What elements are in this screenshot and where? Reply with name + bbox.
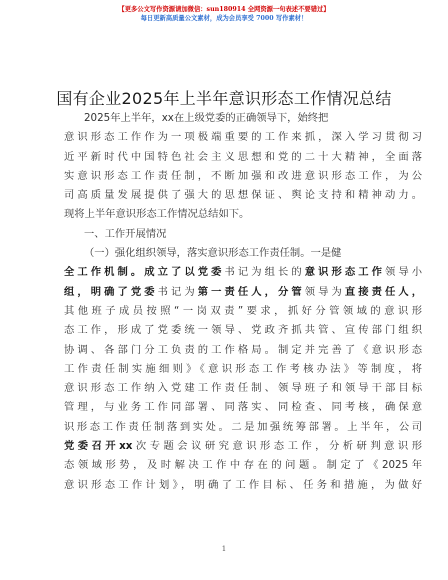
paragraph-1-line-4: 实意识形态工作责任制，不断加强和改进意识形态工作，为公 xyxy=(64,169,422,182)
paragraph-2-line-6: 工作责任制实施细则》《意识形态工作考核办法》等制度，将 xyxy=(64,362,422,375)
bold-phrase: 党委召开xx xyxy=(64,440,133,453)
bold-phrase: 第一责任人，分管 xyxy=(197,285,305,298)
bold-phrase: 直接 xyxy=(344,285,372,298)
bold-phrase: 责任人， xyxy=(371,285,422,298)
paragraph-2-line-9: 识形态工作责任制落到实处。二是加强统筹部署。上半年，公司 xyxy=(64,420,422,433)
paragraph-2-line-10 xyxy=(64,437,422,456)
promo-banner-line-2: 每日更新高质量公文素材，成为会员享受 7000 写作素材！ xyxy=(140,15,308,22)
paragraph-2-line-3: 其他班子成员按照“一岗双责”要求，抓好分管领域的意识形 xyxy=(64,304,422,317)
document-body xyxy=(64,109,422,495)
paragraph-1-line-2: 意识形态工作作为一项极端重要的工作来抓，深入学习贯彻习 xyxy=(64,131,422,144)
paragraph-1-line-3: 近平新时代中国特色社会主义思想和党的二十大精神，全面落 xyxy=(64,150,422,163)
text-span: 领导小 xyxy=(385,266,422,279)
page-number: 1 xyxy=(221,545,227,553)
paragraph-2-line-2 xyxy=(64,283,422,302)
paragraph-1-line-6: 现将上半年意识形态工作情况总结如下。 xyxy=(64,208,250,221)
paragraph-2-line-12: 意识形态工作计划》，明确了工作目标、任务和措施，为做好 xyxy=(64,478,422,491)
document-title: 国有企业2025年上半年意识形态工作情况总结 xyxy=(56,89,392,108)
paragraph-2-line-5: 协调、各部门分工负责的工作格局。制定并完善了《意识形态 xyxy=(64,343,422,356)
text-span: 次专题会议研究意识形态工作，分析研判意识形 xyxy=(132,440,422,453)
promo-banner-line-1: 【更多公文写作资源请加微信：sun180914 全网资源一句表述不要错过】 xyxy=(118,6,330,13)
subsection-heading-1: （一）强化组织领导，落实意识形态工作责任制。一是健 xyxy=(84,247,342,260)
promo-banner xyxy=(0,5,448,23)
text-span: 书记为组长的 xyxy=(224,266,305,279)
text-span: 书记为 xyxy=(157,285,198,298)
text-span: 领导为 xyxy=(304,285,345,298)
bold-phrase: 组，明确了党委 xyxy=(64,285,158,298)
paragraph-1-line-5: 司高质量发展提供了强大的思想保证、舆论支持和精神动力。 xyxy=(64,189,422,202)
paragraph-2-line-4: 态工作，形成了党委统一领导、党政齐抓共管、宣传部门组织 xyxy=(64,324,422,337)
paragraph-2-line-7: 意识形态工作纳入党建工作责任制、领导班子和领导干部目标 xyxy=(64,382,422,395)
bold-phrase: 。成立了以党委 xyxy=(130,266,225,279)
section-heading-1: 一、工作开展情况 xyxy=(84,227,167,240)
paragraph-1-line-1 xyxy=(64,109,422,128)
date-phrase: 2025年上半年 xyxy=(84,112,152,124)
bold-phrase: 全工作机制 xyxy=(64,266,131,279)
paragraph-2-line-8: 管理，与业务工作同部署、同落实、同检查、同考核，确保意 xyxy=(64,401,422,414)
text-span: ，xx在上级党委的正确领导下，始终把 xyxy=(151,112,329,124)
bold-phrase: 意识形态工作 xyxy=(304,266,385,279)
paragraph-2-line-11: 态领域形势，及时解决工作中存在的问题。制定了《2025年 xyxy=(64,459,422,472)
paragraph-2-line-1 xyxy=(64,263,422,282)
